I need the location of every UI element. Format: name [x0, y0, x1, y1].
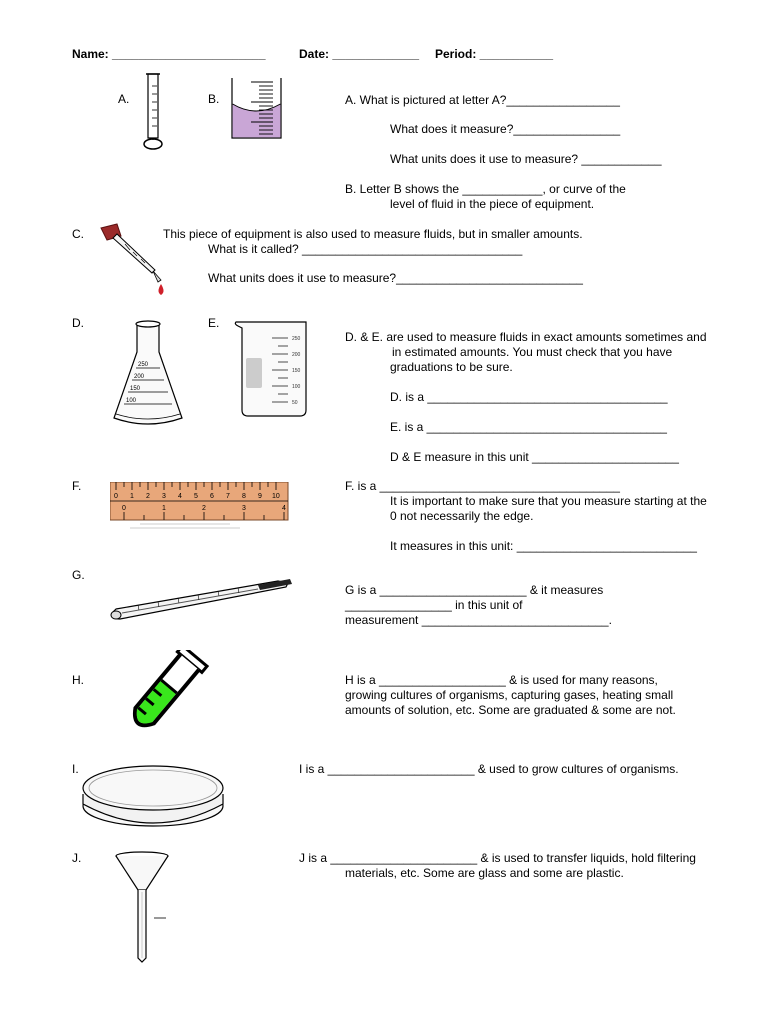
- question-de-1: D. & E. are used to measure fluids in exact amounts sometimes and: [345, 330, 707, 344]
- question-h-1: H is a ___________________ & is used for many reasons,: [345, 673, 658, 687]
- meniscus-icon: [229, 78, 284, 140]
- svg-text:10: 10: [272, 493, 280, 500]
- question-i-1: I is a ______________________ & used to grow cultures of organisms.: [299, 762, 679, 776]
- svg-text:5: 5: [194, 493, 198, 500]
- svg-text:1: 1: [130, 493, 134, 500]
- question-f-unit: It measures in this unit: ___________________________: [390, 539, 697, 553]
- svg-text:50: 50: [292, 400, 298, 406]
- question-a-2: What does it measure?________________: [390, 122, 621, 136]
- svg-text:200: 200: [292, 352, 301, 358]
- svg-text:250: 250: [138, 362, 149, 368]
- question-c-3: What units does it use to measure?____________________________: [208, 271, 583, 285]
- graduated-cylinder-icon: [138, 72, 168, 152]
- label-f: F.: [72, 479, 82, 493]
- svg-text:0: 0: [114, 493, 118, 500]
- svg-text:8: 8: [242, 493, 246, 500]
- question-a-1: A. What is pictured at letter A?_________________: [345, 93, 620, 107]
- svg-text:9: 9: [258, 493, 262, 500]
- svg-text:6: 6: [210, 493, 214, 500]
- question-d: D. is a ____________________________________: [390, 390, 668, 404]
- question-j-1: J is a ______________________ & is used to transfer liquids, hold filtering: [299, 851, 696, 865]
- question-f-2: It is important to make sure that you measure starting at the: [390, 494, 707, 508]
- question-de-3: graduations to be sure.: [390, 360, 513, 374]
- question-j-2: materials, etc. Some are glass and some are plastic.: [345, 866, 624, 880]
- thermometer-icon: [108, 575, 294, 625]
- svg-text:4: 4: [178, 493, 182, 500]
- label-c: C.: [72, 227, 84, 241]
- question-c-1: This piece of equipment is also used to measure fluids, but in smaller amounts.: [163, 227, 583, 241]
- question-g-2: ________________ in this unit of: [345, 598, 523, 612]
- question-b-1: B. Letter B shows the ____________, or curve of the: [345, 182, 626, 196]
- label-h: H.: [72, 673, 84, 687]
- question-e: E. is a ____________________________________: [390, 420, 667, 434]
- date-field[interactable]: Date: _____________: [299, 47, 420, 61]
- svg-text:0: 0: [122, 505, 126, 512]
- svg-text:150: 150: [292, 368, 301, 374]
- svg-text:2: 2: [202, 505, 206, 512]
- question-f-3: 0 not necessarily the edge.: [390, 509, 534, 523]
- petri-dish-icon: [80, 758, 226, 830]
- question-b-2: level of fluid in the piece of equipment.: [390, 197, 595, 211]
- question-a-3: What units does it use to measure? ____________: [390, 152, 662, 166]
- question-g-1: G is a ______________________ & it measures: [345, 583, 604, 597]
- svg-text:3: 3: [162, 493, 166, 500]
- label-a: A.: [118, 92, 130, 106]
- label-j: J.: [72, 851, 82, 865]
- beaker-icon: [232, 320, 312, 420]
- funnel-icon: [112, 848, 182, 966]
- question-de-unit: D & E measure in this unit ______________________: [390, 450, 679, 464]
- svg-text:100: 100: [126, 398, 137, 404]
- svg-text:4: 4: [282, 505, 286, 512]
- question-c-2: What is it called? _________________________________: [208, 242, 523, 256]
- svg-text:200: 200: [134, 374, 145, 380]
- label-i: I.: [72, 762, 79, 776]
- label-e: E.: [208, 316, 220, 330]
- svg-text:250: 250: [292, 336, 301, 342]
- test-tube-icon: [112, 650, 212, 740]
- svg-text:100: 100: [292, 384, 301, 390]
- name-field[interactable]: Name: _______________________: [72, 47, 266, 61]
- period-field[interactable]: Period: ___________: [435, 47, 554, 61]
- erlenmeyer-flask-icon: [108, 318, 188, 430]
- svg-text:2: 2: [146, 493, 150, 500]
- svg-text:150: 150: [130, 386, 141, 392]
- svg-text:3: 3: [242, 505, 246, 512]
- label-d: D.: [72, 316, 84, 330]
- question-de-2: in estimated amounts. You must check that you have: [392, 345, 673, 359]
- label-b: B.: [208, 92, 220, 106]
- svg-text:7: 7: [226, 493, 230, 500]
- label-g: G.: [72, 568, 85, 582]
- question-f-1: F. is a ____________________________________: [345, 479, 620, 493]
- question-h-3: amounts of solution, etc. Some are graduated & some are not.: [345, 703, 676, 717]
- question-g-3: measurement ____________________________.: [345, 613, 612, 627]
- svg-text:1: 1: [162, 505, 166, 512]
- ruler-icon: [110, 482, 290, 530]
- question-h-2: growing cultures of organisms, capturing gases, heating small: [345, 688, 674, 702]
